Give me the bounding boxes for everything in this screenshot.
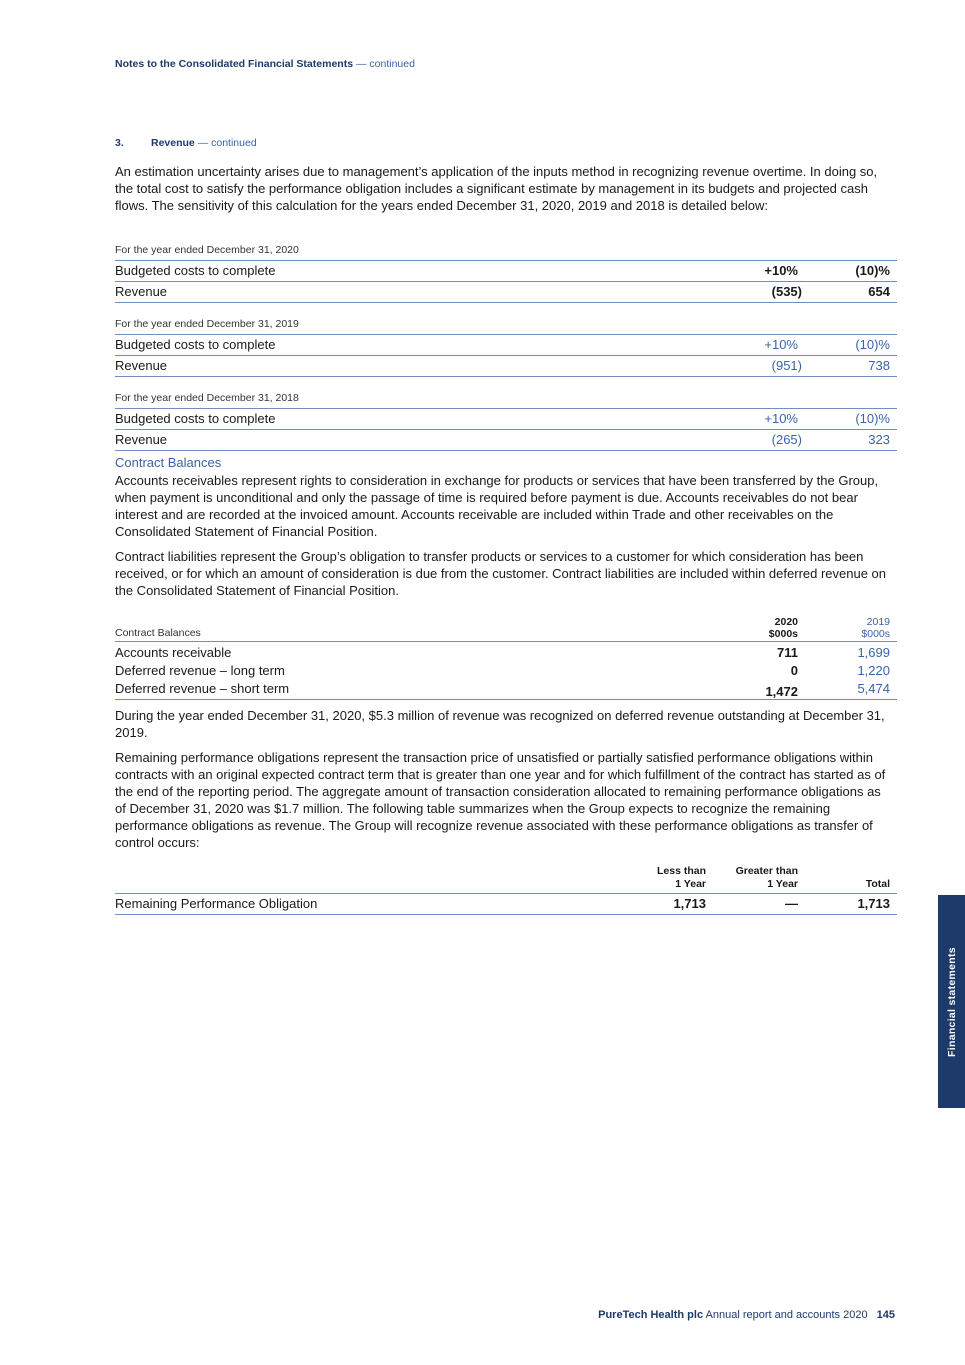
contract-balances-paragraph-2: Contract liabilities represent the Group’s obligation to transfer products or services to a customer for which consideration has been received, or for which an amount of consideration is due from the customer. Contract liabilities are included within deferred revenue on the Consolidated Statement of Financial Position. bbox=[115, 549, 887, 598]
cell-2020: 1,472 bbox=[765, 684, 798, 699]
column-header-less-than-1-year bbox=[657, 865, 706, 891]
row-label: Budgeted costs to complete bbox=[115, 263, 276, 278]
table-row bbox=[115, 335, 897, 356]
table-row bbox=[115, 282, 897, 303]
column-header-line: 1 Year bbox=[675, 878, 706, 890]
cell-less-than-1-year: 1,713 bbox=[673, 896, 706, 911]
header-title: Notes to the Consolidated Financial Statements bbox=[115, 58, 354, 70]
row-label: Budgeted costs to complete bbox=[115, 411, 276, 426]
column-header-greater-than-1-year bbox=[736, 865, 798, 891]
cell-plus: (951) bbox=[771, 358, 802, 373]
table-row bbox=[115, 662, 897, 680]
cell-minus: (10)% bbox=[855, 411, 890, 426]
section-number: 3. bbox=[115, 137, 124, 149]
section-suffix: — continued bbox=[197, 137, 257, 149]
cell-total: 1,713 bbox=[857, 896, 890, 911]
row-label: Revenue bbox=[115, 432, 168, 447]
cell-2020: 0 bbox=[790, 663, 798, 678]
table-row bbox=[115, 409, 897, 430]
page-footer bbox=[598, 1309, 895, 1321]
table-caption: For the year ended December 31, 2020 bbox=[115, 241, 897, 261]
footer-report: Annual report and accounts 2020 bbox=[705, 1309, 868, 1321]
contract-balances-paragraph-1: Accounts receivables represent rights to consideration in exchange for products or services that have been transferred by the Group, when payment is unconditional and only the passage of time is required before payment is due. Accounts receivables do not bear interest and are recorded at the invoiced amount. Accounts receivable are included within Trade and other receivables on the Consolidated Statement of Financial Position. bbox=[115, 473, 879, 539]
sensitivity-table-2019 bbox=[115, 315, 897, 377]
sensitivity-table-2018 bbox=[115, 389, 897, 451]
cell-minus: 738 bbox=[868, 358, 890, 373]
row-label: Accounts receivable bbox=[115, 645, 232, 660]
cell-plus: +10% bbox=[764, 411, 798, 426]
table-row bbox=[115, 644, 897, 662]
table-caption: For the year ended December 31, 2018 bbox=[115, 389, 897, 409]
row-label: Remaining Performance Obligation bbox=[115, 896, 318, 911]
table-header bbox=[115, 866, 897, 894]
column-year: 2019 bbox=[866, 616, 890, 628]
cell-plus: (265) bbox=[771, 432, 802, 447]
column-header-2019 bbox=[861, 616, 890, 640]
cell-plus: (535) bbox=[771, 284, 802, 299]
cell-minus: (10)% bbox=[855, 263, 890, 278]
remaining-performance-table bbox=[115, 866, 897, 915]
column-header-total: Total bbox=[865, 878, 890, 890]
table-row bbox=[115, 356, 897, 377]
cell-2019: 5,474 bbox=[857, 681, 890, 696]
intro-paragraph: An estimation uncertainty arises due to management’s application of the inputs method in recognizing revenue overtime. In doing so, the total cost to satisfy the performance obligation includes a significant estimate by management in its budgets and projected cash flows. The sensitivity of this calculation for the years ended December 31, 2020, 2019 and 2018 is detailed below: bbox=[115, 164, 878, 213]
cell-minus: (10)% bbox=[855, 337, 890, 352]
section-title: Revenue bbox=[151, 137, 195, 149]
deferred-revenue-paragraph: During the year ended December 31, 2020, $5.3 million of revenue was recognized on deferred revenue outstanding at December 31, 2019. bbox=[115, 708, 885, 740]
column-header-line: Greater than bbox=[735, 865, 798, 877]
column-year: 2020 bbox=[774, 616, 798, 628]
column-header-2020 bbox=[769, 616, 798, 640]
column-unit: $000s bbox=[768, 628, 798, 640]
contract-balances-subheading: Contract Balances bbox=[115, 455, 222, 470]
remaining-obligations-paragraph: Remaining performance obligations represent the transaction price of unsatisfied or partially satisfied performance obligations within contracts with an original expected contract term that is greater than one year and for which fulfillment of the contract has started as of the end of the reporting period. The aggregate amount of transaction consideration allocated to remaining performance obligations as of December 31, 2020 was $1.7 million. The following table summarizes when the Group expects to recognize the remaining performance obligations as revenue. The Group will recognize revenue associated with these performance obligations as transfer of control occurs: bbox=[115, 750, 886, 850]
contract-balances-table bbox=[115, 614, 897, 700]
section-heading bbox=[115, 137, 257, 149]
table-row bbox=[115, 680, 897, 700]
row-label: Revenue bbox=[115, 284, 168, 299]
page-number: 145 bbox=[876, 1309, 895, 1321]
cell-2019: 1,699 bbox=[857, 645, 890, 660]
cell-greater-than-1-year: — bbox=[785, 896, 798, 911]
row-label: Revenue bbox=[115, 358, 168, 373]
column-unit: $000s bbox=[861, 628, 890, 640]
cell-2020: 711 bbox=[777, 645, 798, 660]
cell-minus: 654 bbox=[868, 284, 890, 299]
cell-minus: 323 bbox=[868, 432, 890, 447]
table-row bbox=[115, 430, 897, 451]
table-row bbox=[115, 261, 897, 282]
running-header bbox=[115, 58, 415, 70]
footer-company: PureTech Health plc bbox=[598, 1309, 704, 1321]
table-header bbox=[115, 614, 897, 642]
cell-plus: +10% bbox=[764, 337, 798, 352]
table-row bbox=[115, 894, 897, 915]
cell-plus: +10% bbox=[764, 263, 798, 278]
header-suffix: — continued bbox=[355, 58, 415, 70]
row-label: Budgeted costs to complete bbox=[115, 337, 276, 352]
row-label: Deferred revenue – long term bbox=[115, 663, 285, 678]
column-header-line: Less than bbox=[656, 865, 706, 877]
table-caption: For the year ended December 31, 2019 bbox=[115, 315, 897, 335]
row-label: Deferred revenue – short term bbox=[115, 681, 290, 696]
cell-2019: 1,220 bbox=[857, 663, 890, 678]
sensitivity-table-2020 bbox=[115, 241, 897, 303]
section-side-tab[interactable] bbox=[938, 895, 965, 1108]
side-tab-label: Financial statements bbox=[945, 946, 958, 1057]
column-header-line: 1 Year bbox=[767, 878, 798, 890]
table-label: Contract Balances bbox=[115, 627, 201, 639]
